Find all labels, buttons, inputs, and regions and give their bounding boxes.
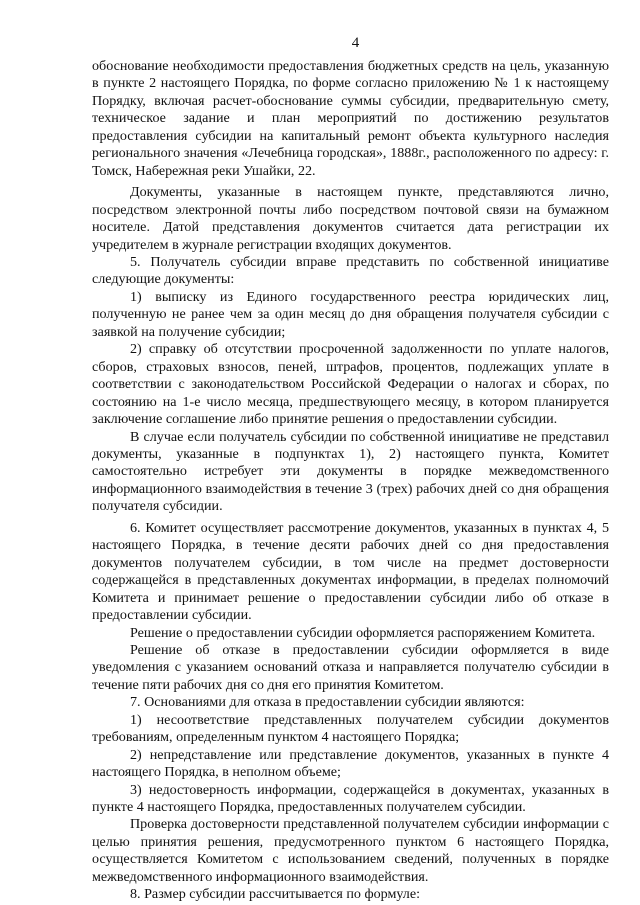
paragraph-item-5-subitem-2: 2) справку об отсутствии просроченной задолженности по уплате налогов, сборов, страховых взносов, пеней, штрафов, процентов, подлежащих уплате в соответствии с законодательством Российской Федерации о налогах и сборах, по состоянию на 1-е число месяца, предшествующего месяцу, в котором планируется заключение соглашение либо принятие решения о предоставлении субсидии. <box>92 341 609 428</box>
paragraph-committee-request: В случае если получатель субсидии по собственной инициативе не представил документы, указанные в подпунктах 1), 2) настоящего пункта, Комитет самостоятельно истребует эти документы в порядке межведомственного информационного взаимодействия в течение 3 (трех) рабочих дней со дня обращения получателя субсидии. <box>92 428 609 515</box>
paragraph-submission-method: Документы, указанные в настоящем пункте, представляются лично, посредством электронной почты либо посредством почтовой связи на бумажном носителе. Датой представления документов считается дата регистрации их учредителем в журнале регистрации входящих документов. <box>92 184 609 253</box>
paragraph-refusal-notice: Решение об отказе в предоставлении субсидии оформляется в виде уведомления с указанием оснований отказа и направляется получателю субсидии в течение пяти рабочих дня со дня его принятия Комитетом. <box>92 641 609 693</box>
paragraph-item-6-review: 6. Комитет осуществляет рассмотрение документов, указанных в пунктах 4, 5 настоящего Порядка, в течение десяти рабочих дней со дня предоставления документов получателем субсидии, в том числе на предмет достоверности содержащейся в представленных документах информации, в пределах полномочий Комитета и принимает решение о предоставлении субсидии либо об отказе в предоставлении субсидии. <box>92 519 609 624</box>
paragraph-item-7-ground-3: 3) недостоверность информации, содержащейся в документах, указанных в пункте 4 настоящего Порядка, предоставленных получателем субсидии. <box>92 781 609 816</box>
document-page <box>92 34 609 904</box>
paragraph-item-5-optional-documents: 5. Получатель субсидии вправе представить по собственной инициативе следующие документы: <box>92 253 609 288</box>
paragraph-verification: Проверка достоверности представленной получателем субсидии информации с целью принятия решения, предусмотренного пунктом 6 настоящего Порядка, осуществляется Комитетом с использованием сведений, полученных в порядке межведомственного информационного взаимодействия. <box>92 816 609 885</box>
page-number: 4 <box>351 35 360 51</box>
paragraph-item-8-formula: 8. Размер субсидии рассчитывается по формуле: <box>130 886 421 903</box>
paragraph-decision-order: Решение о предоставлении субсидии оформляется распоряжением Комитета. <box>130 624 596 641</box>
paragraph-item-7-grounds: 7. Основаниями для отказа в предоставлении субсидии являются: <box>130 694 525 711</box>
paragraph-justification-continued: обоснование необходимости предоставления бюджетных средств на цель, указанную в пункте 2 настоящего Порядка, по форме согласно приложению № 1 к настоящему Порядку, включая расчет-обоснование суммы субсидии, предварительную смету, техническое задание и план мероприятий по достижению результатов предоставления субсидии на капитальный ремонт объекта культурного наследия регионального значения «Лечебница городская», 1888г., расположенного по адресу: г. Томск, Набережная реки Ушайки, 22. <box>92 58 609 179</box>
paragraph-item-5-subitem-1: 1) выписку из Единого государственного реестра юридических лиц, полученную не ранее чем за один месяц до дня обращения получателя субсидии с заявкой на получение субсидии; <box>92 288 609 340</box>
paragraph-item-7-ground-1: 1) несоответствие представленных получателем субсидии документов требованиям, определенным пунктом 4 настоящего Порядка; <box>92 711 609 746</box>
paragraph-item-7-ground-2: 2) непредставление или представление документов, указанных в пункте 4 настоящего Порядка, в неполном объеме; <box>92 746 609 781</box>
